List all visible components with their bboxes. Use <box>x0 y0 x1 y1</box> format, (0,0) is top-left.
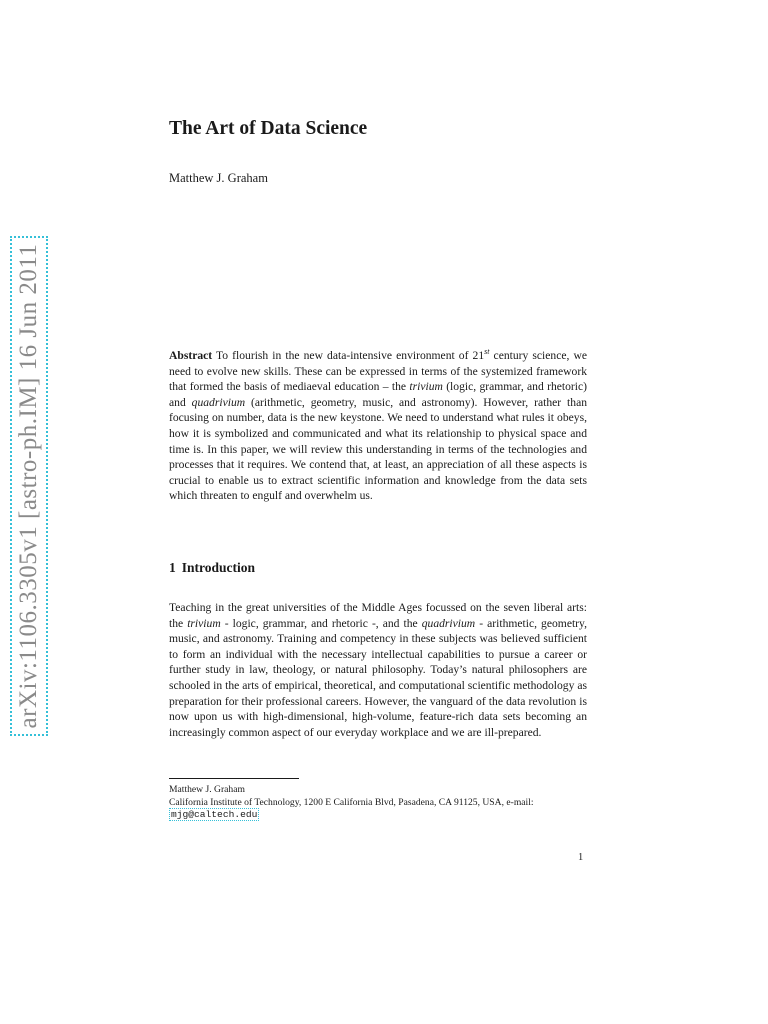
footnote-affiliation: California Institute of Technology, 1200 E California Blvd, Pasadena, CA 91125, USA, e-mail: <box>169 796 534 808</box>
section-heading <box>169 560 255 576</box>
footnote-author: Matthew J. Graham <box>169 784 245 795</box>
abstract-text-4: (arithmetic, geometry, music, and astronomy). However, rather than focusing on number, data is the new keystone. We need to understand what rules it obeys, how it is symbolized and communicated and what its relationship to physical space and time is. In this paper, we will review this understanding in terms of the technologies and processes that it requires. We contend that, at least, an appreciation of all these aspects is crucial to enable us to extract scientific information and knowledge from the data sets which threaten to engulf and overwhelm us. <box>169 395 588 503</box>
introduction-paragraph <box>169 600 587 740</box>
intro-quadrivium: quadrivium <box>421 616 476 630</box>
abstract-text-2: century science, we need to evolve new skills. These can be expressed in terms of the systemized framework that formed the basis of mediaeval education – the <box>169 349 587 394</box>
section-title: Introduction <box>181 560 256 575</box>
abstract <box>169 348 587 504</box>
arxiv-identifier-text: arXiv:1106.3305v1 [astro-ph.IM] 16 Jun 2011 <box>15 243 42 729</box>
arxiv-identifier-link[interactable] <box>10 236 48 736</box>
intro-text-3: - arithmetic, geometry, music, and astronomy. Training and competency in these subjects was believed sufficient to form an individual with the necessary intellectual capabilities to pursue a career or further study in law, theology, or natural philosophy. Today’s natural philosophers are schooled in the arts of empirical, theoretical, and computational scientific methodology as preparation for their professional careers. However, the vanguard of the data revolution is now upon us with high-dimensional, high-volume, feature-rich data sets becoming an increasingly common aspect of our everyday workplace and we are ill-prepared. <box>169 616 587 739</box>
abstract-text-3: (logic, grammar, and rhetoric) and <box>169 380 588 409</box>
paper-title: The Art of Data Science <box>169 118 368 139</box>
intro-text-2: - logic, grammar, and rhetoric -, and the <box>220 616 422 630</box>
footnote <box>169 784 587 822</box>
abstract-label: Abstract <box>169 349 213 362</box>
page-number: 1 <box>578 852 584 863</box>
author-name: Matthew J. Graham <box>169 171 268 185</box>
abstract-trivium: trivium <box>409 380 443 394</box>
footnote-divider <box>169 778 299 779</box>
intro-text-1: Teaching in the great universities of the Middle Ages focussed on the seven liberal arts: the <box>169 601 587 630</box>
intro-trivium: trivium <box>187 616 221 630</box>
abstract-text-1: To flourish in the new data-intensive environment of 21 <box>212 349 485 362</box>
section-number: 1 <box>169 560 176 575</box>
email-link[interactable]: mjg@caltech.edu <box>171 809 258 820</box>
abstract-quadrivium: quadrivium <box>191 395 246 409</box>
abstract-superscript: st <box>484 347 490 357</box>
